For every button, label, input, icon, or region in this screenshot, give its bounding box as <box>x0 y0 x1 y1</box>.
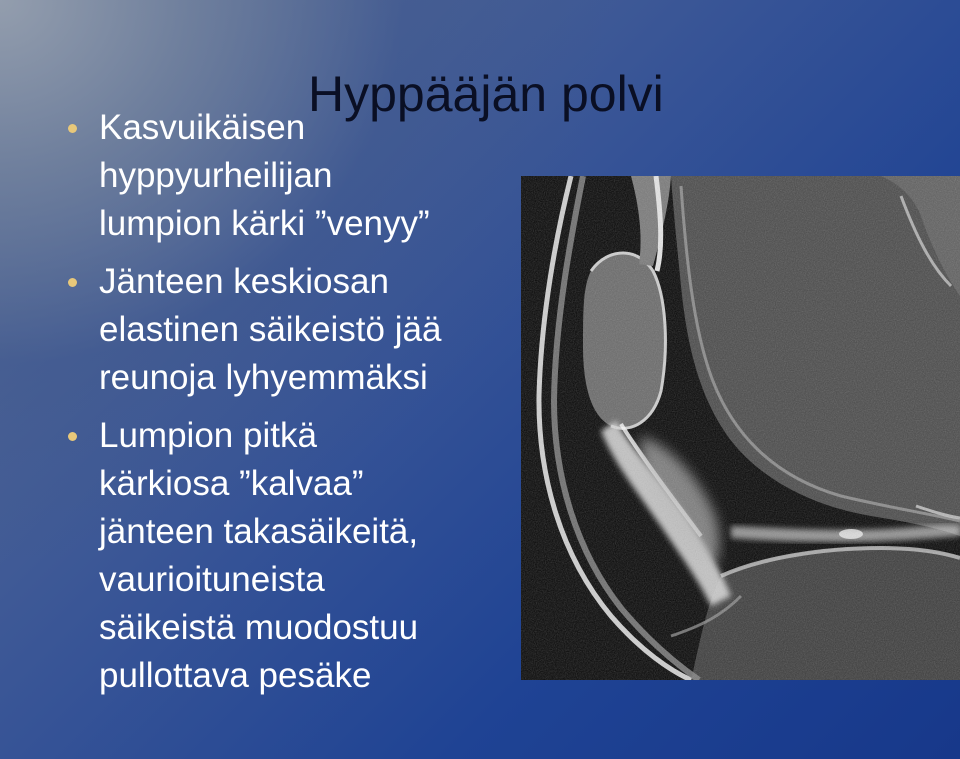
bullet-dot-icon <box>68 278 77 287</box>
bullet-dot-icon <box>68 432 77 441</box>
bullet-text: Lumpion pitkä kärkiosa ”kalvaa” jänteen takasäikeitä, vaurioituneista säikeistä muodostuu pullottava pesäke <box>99 416 419 695</box>
slide-title: Hyppääjän polvi <box>308 66 664 122</box>
knee-mri-image <box>521 176 960 680</box>
bullet-text: Kasvuikäisen hyppyurheilijan lumpion kärki ”venyy” <box>99 108 430 243</box>
bullet-item <box>68 412 508 700</box>
bullet-item <box>68 258 508 402</box>
bullet-list <box>68 104 508 710</box>
bullet-text: Jänteen keskiosan elastinen säikeistö jää reunoja lyhyemmäksi <box>99 262 442 397</box>
bullet-item <box>68 104 508 248</box>
bullet-dot-icon <box>68 124 77 133</box>
